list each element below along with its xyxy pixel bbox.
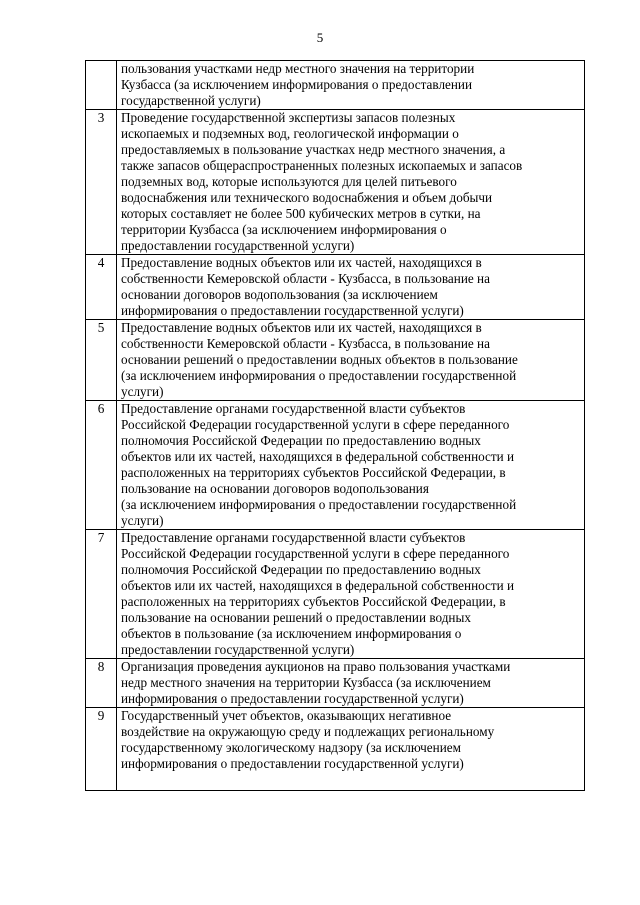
table-row: [86, 255, 585, 320]
table-row: [86, 61, 585, 110]
row-number: 5: [86, 320, 117, 401]
table-row: [86, 401, 585, 530]
table-row: [86, 110, 585, 255]
table-row: [86, 320, 585, 401]
row-number: 9: [86, 708, 117, 791]
table-row: [86, 530, 585, 659]
row-number: 6: [86, 401, 117, 530]
page-number: 5: [316, 30, 324, 45]
table-row: [86, 659, 585, 708]
service-description: Предоставление органами государственной власти субъектов Российской Федерации государственной услуги в сфере переданного полномочия Российской Федерации по предоставлению водных объектов или их частей, находящихся в федеральной собственности и расположенных на территориях субъектов Российской Федерации, в пользование на основании решений о предоставлении водных объектов в пользование (за исключением информирования о предоставлении государственной услуги): [117, 530, 585, 659]
service-description: Предоставление водных объектов или их частей, находящихся в собственности Кемеровской области - Кузбасса, в пользование на основании договоров водопользования (за исключением информирования о предоставлении государственной услуги): [117, 255, 585, 320]
row-number: 3: [86, 110, 117, 255]
service-description: Предоставление органами государственной власти субъектов Российской Федерации государственной услуги в сфере переданного полномочия Российской Федерации по предоставлению водных объектов или их частей, находящихся в федеральной собственности и расположенных на территориях субъектов Российской Федерации, в пользование на основании договоров водопользования (за исключением информирования о предоставлении государственной услуги): [117, 401, 585, 530]
row-number: 7: [86, 530, 117, 659]
table-row: [86, 708, 585, 791]
row-number: 4: [86, 255, 117, 320]
service-description: Государственный учет объектов, оказывающих негативное воздействие на окружающую среду и подлежащих региональному государственному экологическому надзору (за исключением информирования о предоставлении государственной услуги): [117, 708, 585, 791]
services-table: [85, 60, 585, 791]
row-number: [86, 61, 117, 110]
service-description: Организация проведения аукционов на право пользования участками недр местного значения на территории Кузбасса (за исключением информирования о предоставлении государственной услуги): [117, 659, 585, 708]
service-description: Проведение государственной экспертизы запасов полезных ископаемых и подземных вод, геологической информации о предоставляемых в пользование участках недр местного значения, а также запасов общераспространенных полезных ископаемых и запасов подземных вод, которые используются для целей питьевого водоснабжения или технического водоснабжения и объем добычи которых составляет не более 500 кубических метров в сутки, на территории Кузбасса (за исключением информирования о предоставлении государственной услуги): [117, 110, 585, 255]
service-description: Предоставление водных объектов или их частей, находящихся в собственности Кемеровской области - Кузбасса, в пользование на основании решений о предоставлении водных объектов в пользование (за исключением информирования о предоставлении государственной услуги): [117, 320, 585, 401]
service-description: пользования участками недр местного значения на территории Кузбасса (за исключением информирования о предоставлении государственной услуги): [117, 61, 585, 110]
row-number: 8: [86, 659, 117, 708]
